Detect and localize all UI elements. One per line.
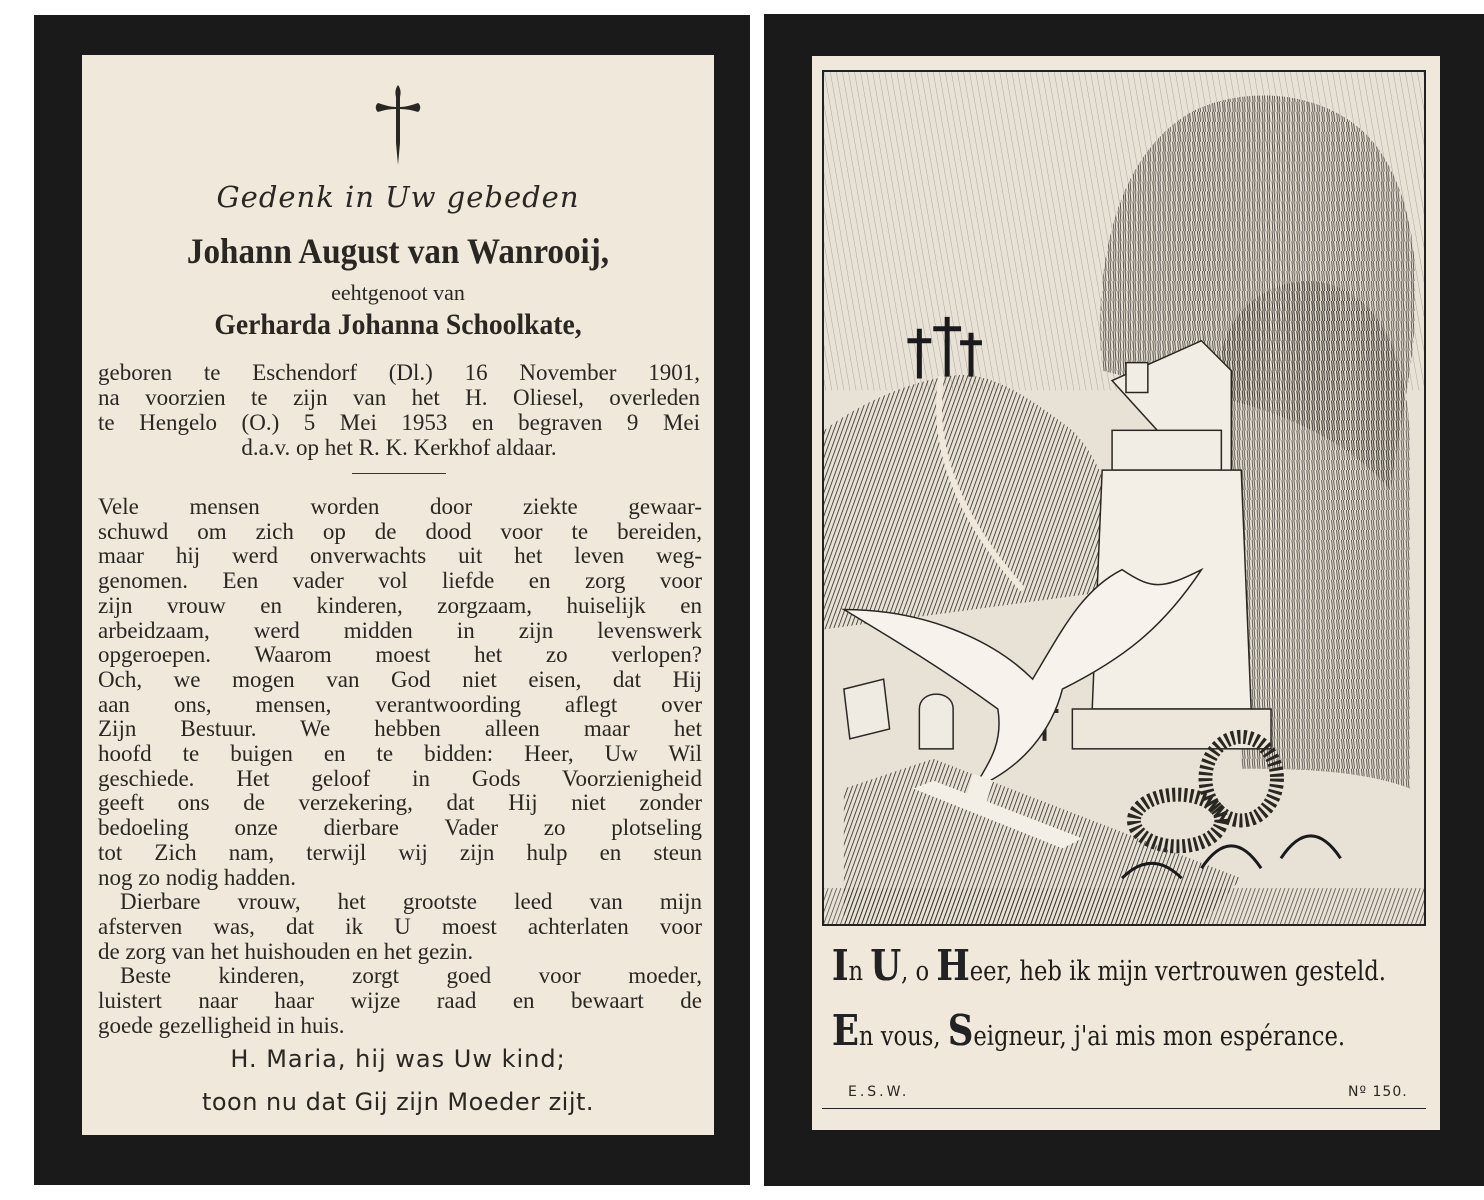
text-line: goede gezelligheid in huis. [98,1012,345,1038]
bottom-rule [822,1108,1426,1109]
text-line: afsterven was, dat ik U moest achterlaten voor [98,913,702,939]
spouse-relation: eehtgenoot van [331,280,465,305]
motto-text: eer, heb ik mijn vertrouwen gesteld. [969,956,1386,987]
text-line: schuwd om zich op de dood voor te bereiden, [98,518,702,544]
memorial-text [98,495,702,1038]
engraving-frame [822,70,1426,926]
text-line: Och, we mogen van God niet eisen, dat Hij [98,666,702,692]
text-line: geeft ons de verzekering, dat Hij niet zonder [98,790,702,816]
text-line: Dierbare vrouw, het grootste leed van mijn [120,889,702,915]
memorial-card-text-side [34,15,750,1185]
text-line: luistert naar haar wijze raad en bewaart de [98,988,702,1014]
text-line: geschiede. Het geloof in Gods Voorzienigheid [98,765,702,791]
text-line: arbeidzaam, werd midden in zijn levenswerk [98,617,702,643]
text-line: de zorg van het huishouden en het gezin. [98,938,474,964]
text-line: maar hij werd onverwachts uit het leven weg- [98,543,702,569]
initial-letter: E [832,1006,859,1055]
prayer-line: toon nu dat Gij zijn Moeder zijt. [201,1088,595,1116]
motto-french [832,1006,1346,1055]
initial-letter: I [832,941,849,990]
initial-letter: U [870,941,902,990]
text-line: genomen. Een vader vol liefde en zorg voor [98,568,702,594]
text-panel [82,55,714,1135]
memorial-card-image-side [764,14,1484,1186]
initial-letter: S [947,1006,974,1055]
motto-text: eigneur, j'ai mis mon espérance. [973,1021,1346,1052]
motto-text: n [848,956,871,987]
text-line: tot Zich nam, terwijl wij zijn hulp en steun [98,839,702,865]
text-line: Zijn Bestuur. We hebben alleen maar het [98,716,702,742]
prayer-line: H. Maria, hij was Uw kind; [230,1045,566,1073]
bio-line: d.a.v. op het R. K. Kerkhof aldaar. [241,435,557,460]
memorial-heading: Gedenk in Uw gebeden [216,180,580,214]
text-line: Vele mensen worden door ziekte gewaar- [98,494,702,519]
text-line: Beste kinderen, zorgt goed voor moeder, [120,963,702,989]
deceased-name: Johann August van Wanrooij, [186,231,610,271]
cross-icon [368,83,428,167]
bio-line: na voorzien te zijn van het H. Oliesel, overleden [98,385,700,410]
card-number: Nº 150. [1348,1084,1408,1100]
motto-text: , o [901,956,937,987]
text-line: zijn vrouw en kinderen, zorgzaam, huiselijk en [98,592,702,618]
spouse-name: Gerharda Johanna Schoolkate, [214,308,582,341]
publisher-mark: E.S.W. [848,1084,910,1100]
image-panel [812,56,1440,1130]
bio-line: te Hengelo (O.) 5 Mei 1953 en begraven 9 Mei [98,410,700,435]
cemetery-engraving [824,72,1424,924]
text-line: hoofd te buigen en te bidden: Heer, Uw Wil [98,741,702,767]
motto-dutch [832,941,1386,990]
bio-line: geboren te Eschendorf (Dl.) 16 November 1901, [98,360,700,385]
motto-text: n vous, [858,1021,948,1052]
initial-letter: H [936,941,970,990]
text-line: opgeroepen. Waarom moest het zo verlopen? [98,642,702,668]
divider [352,473,446,474]
text-line: nog zo nodig hadden. [98,864,297,890]
text-line: bedoeling onze dierbare Vader zo plotseling [98,815,702,841]
text-line: aan ons, mensen, verantwoording aflegt over [98,691,702,717]
